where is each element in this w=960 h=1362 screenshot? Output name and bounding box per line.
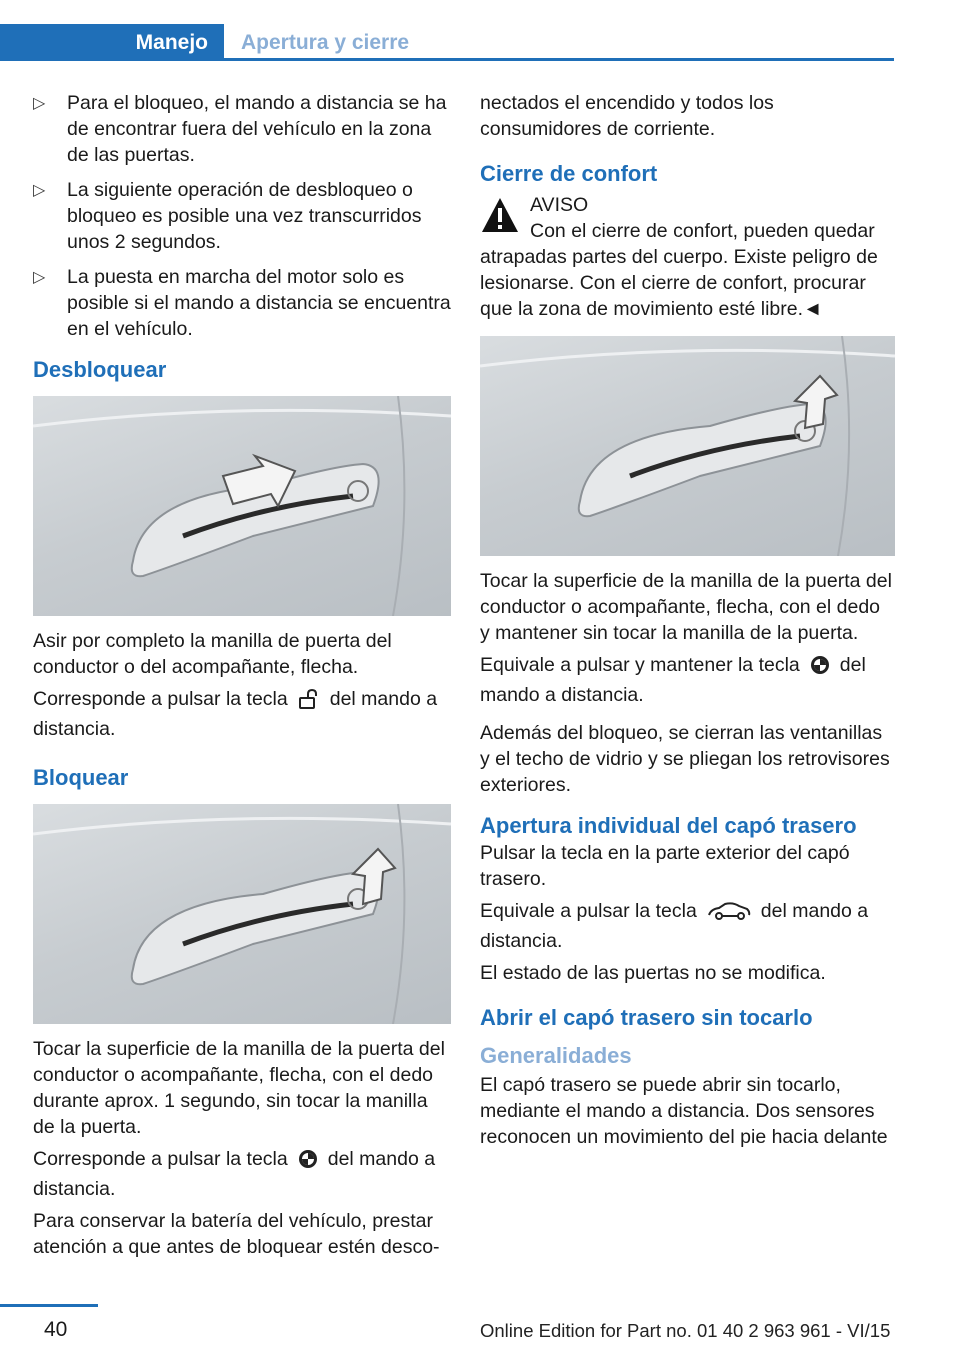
warning-triangle-icon — [480, 196, 520, 234]
header-tab-manejo[interactable]: Manejo — [0, 24, 224, 61]
left-column — [33, 90, 451, 1266]
lock-text: Tocar la superficie de la manilla de la puerta del conductor o acompañante, flecha, con el dedo durante aprox. 1 segundo, sin tocar la manilla de la puerta. — [33, 1038, 445, 1138]
door-handle-comfort-image — [480, 336, 895, 556]
page-number: 40 — [44, 1318, 68, 1341]
warning-box — [480, 192, 895, 322]
trunk-text: Pulsar la tecla en la parte exterior del capó trasero. — [480, 842, 850, 890]
bullet-triangle-icon: ▷ — [33, 269, 46, 286]
list-item: ▷ La siguiente operación de desbloqueo o bloqueo es posible una vez transcurridos unos 2 segundos. — [33, 179, 422, 253]
car-trunk-icon — [707, 901, 751, 928]
heading-apertura-capo: Apertura individual del capó trasero — [480, 813, 857, 838]
bullet-triangle-icon: ▷ — [33, 182, 46, 199]
trunk-key-text: Equivale a pulsar la tecla del mando a distancia. — [480, 900, 869, 952]
bmw-logo-icon — [298, 1149, 318, 1176]
unlock-padlock-icon — [298, 689, 320, 716]
handsfree-text: El capó trasero se puede abrir sin tocarlo, mediante el mando a distancia. Dos sensores reconocen un movimiento del pie hacia delante — [480, 1074, 888, 1148]
door-handle-lock-image — [33, 804, 451, 1024]
door-handle-unlock-image — [33, 396, 451, 616]
bmw-logo-icon — [810, 655, 830, 682]
lock-key-text: Corresponde a pulsar la tecla del mando a distancia. — [33, 1148, 436, 1200]
subheading-generalidades: Generalidades — [480, 1043, 632, 1068]
header-section-title[interactable]: Apertura y cierre — [224, 24, 894, 61]
trunk-status-text: El estado de las puertas no se modifica. — [480, 962, 826, 984]
list-item: ▷ La puesta en marcha del motor solo es posible si el mando a distancia se encuentra en el vehículo. — [33, 266, 451, 340]
comfort-extra-text: Además del bloqueo, se cierran las ventanillas y el techo de vidrio y se pliegan los retrovisores exteriores. — [480, 722, 890, 796]
heading-desbloquear: Desbloquear — [33, 357, 167, 382]
bullet-triangle-icon: ▷ — [33, 95, 46, 112]
warning-title: AVISO — [530, 194, 589, 216]
battery-text: Para conservar la batería del vehículo, prestar atención a que antes de bloquear estén desco- — [33, 1210, 440, 1258]
heading-abrir-capo: Abrir el capó trasero sin tocarlo — [480, 1005, 813, 1030]
comfort-text: Tocar la superficie de la manilla de la puerta del conductor o acompañante, flecha, con el dedo y mantener sin tocar la manilla de la puerta. — [480, 570, 892, 644]
continuation-text: nectados el encendido y todos los consumidores de corriente. — [480, 92, 774, 140]
unlock-text: Asir por completo la manilla de puerta del conductor o del acompañante, flecha. — [33, 630, 392, 678]
footer-divider — [0, 1304, 98, 1307]
unlock-key-text: Corresponde a pulsar la tecla del mando a distancia. — [33, 688, 438, 740]
heading-cierre-confort: Cierre de confort — [480, 161, 658, 186]
list-item: ▷ Para el bloqueo, el mando a distancia se ha de encontrar fuera del vehículo en la zona de las puertas. — [33, 92, 447, 166]
comfort-key-text: Equivale a pulsar y mantener la tecla del mando a distancia. — [480, 654, 866, 706]
right-column — [480, 90, 895, 1156]
footer-edition: Online Edition for Part no. 01 40 2 963 961 - VI/15 — [480, 1320, 891, 1341]
warning-text: Con el cierre de confort, pueden quedar atrapadas partes del cuerpo. Existe peligro de lesionarse. Con el cierre de confort, procurar que la zona de movimiento esté libre.◄ — [480, 220, 878, 320]
heading-bloquear: Bloquear — [33, 765, 129, 790]
